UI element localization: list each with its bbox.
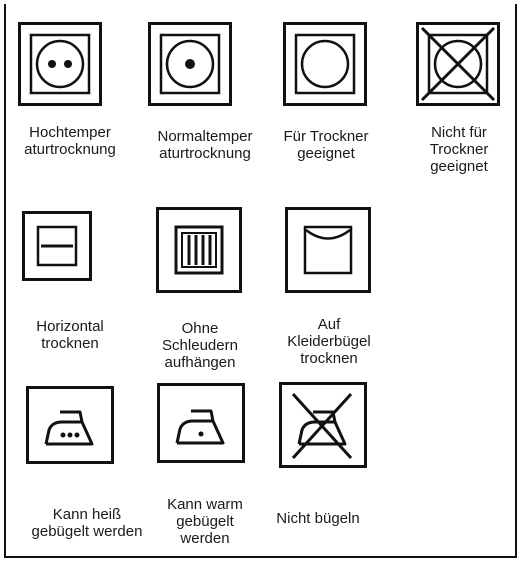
tumble-dry-normal-icon <box>148 22 232 106</box>
symbol-label: Auf Kleiderbügel trocknen <box>287 316 371 367</box>
symbol-label: Normaltemper aturtrocknung <box>157 128 253 162</box>
iron-hot-icon <box>26 386 114 464</box>
symbol-label: Nicht bügeln <box>276 510 360 527</box>
do-not-tumble-dry-icon <box>416 22 500 106</box>
tumble-dry-ok-icon <box>283 22 367 106</box>
do-not-iron-icon <box>279 382 367 468</box>
symbol-label: Kann heiß gebügelt werden <box>31 506 143 540</box>
symbol-label: Für Trockner geeignet <box>283 128 369 162</box>
line-dry-hanger-icon <box>285 207 371 293</box>
drip-dry-icon <box>156 207 242 293</box>
dry-flat-icon <box>22 211 92 281</box>
symbol-label: Ohne Schleudern aufhängen <box>162 320 238 371</box>
symbol-label: Hochtemper aturtrocknung <box>24 124 116 158</box>
symbol-label: Nicht für Trockner geeignet <box>429 124 489 175</box>
tumble-dry-high-icon <box>18 22 102 106</box>
symbol-label: Kann warm gebügelt werden <box>167 496 243 547</box>
symbol-label: Horizontal trocknen <box>36 318 104 352</box>
iron-warm-icon <box>157 383 245 463</box>
